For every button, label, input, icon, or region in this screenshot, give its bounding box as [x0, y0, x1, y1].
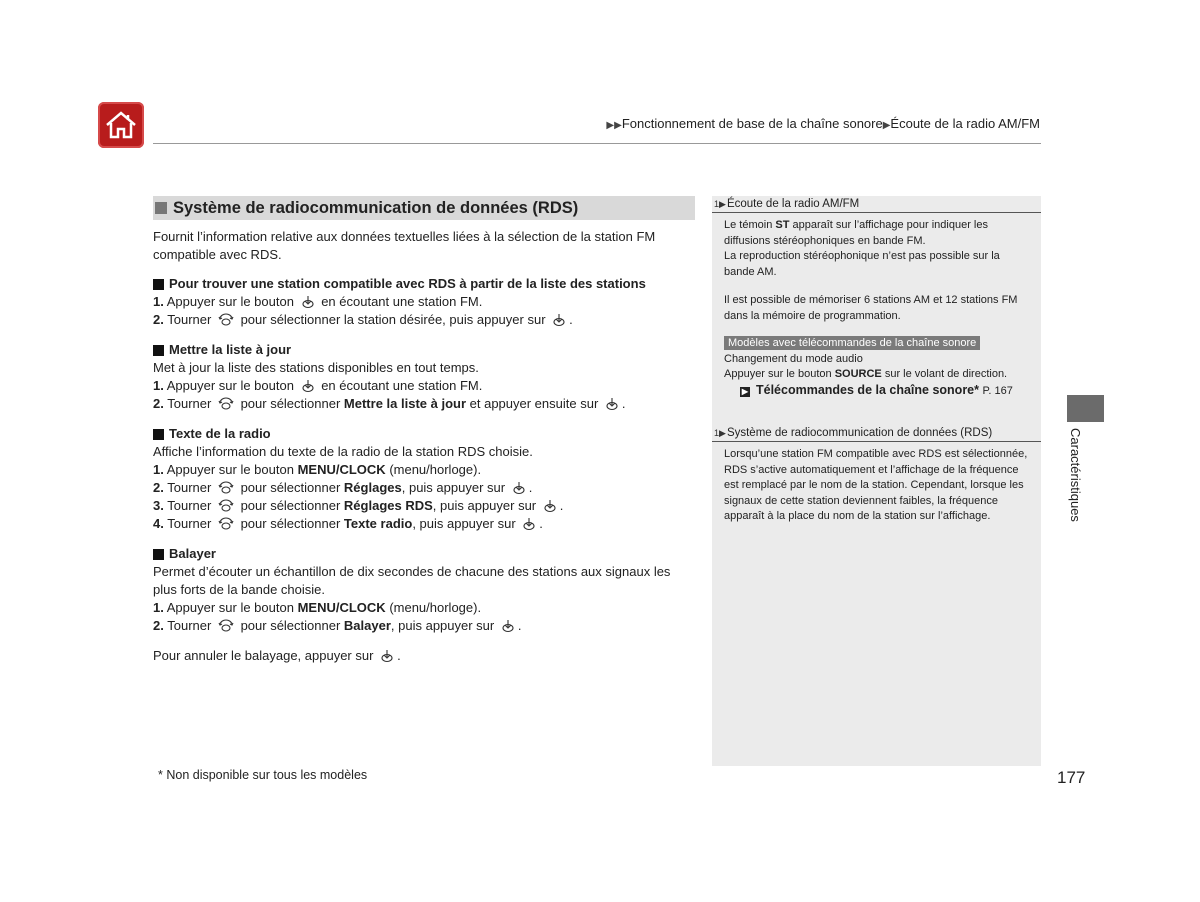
find-heading	[153, 275, 695, 293]
bullet-square-icon	[153, 345, 164, 356]
radiotext-step-4	[153, 515, 695, 533]
breadcrumb-arrow-icon: ▶	[882, 120, 891, 131]
step-bold-text: MENU/CLOCK	[297, 462, 386, 477]
step-text: pour sélectionner la station désirée, puis appuyer sur	[240, 312, 546, 327]
note-paragraph: Il est possible de mémoriser 6 stations AM et 12 stations FM dans la mémoire de programmation.	[724, 294, 1018, 322]
bullet-square-icon	[153, 429, 164, 440]
radiotext-heading-text: Texte de la radio	[169, 426, 271, 441]
step-bold-text: Texte radio	[343, 516, 413, 531]
scan-heading	[153, 545, 695, 563]
step-text: .	[569, 312, 573, 327]
scan-heading-text: Balayer	[169, 546, 216, 561]
step-text: Tourner	[167, 480, 212, 495]
knob-press-icon	[605, 397, 619, 411]
section-square-icon	[155, 202, 167, 214]
step-text: pour sélectionner	[240, 498, 341, 513]
step-text: Tourner	[167, 312, 212, 327]
step-text: et appuyer ensuite sur	[469, 396, 599, 411]
step-number: 2.	[153, 480, 164, 495]
step-number: 1.	[153, 294, 164, 309]
step-text: Appuyer sur le bouton	[166, 462, 294, 477]
radiotext-desc: Affiche l’information du texte de la radio de la station RDS choisie.	[153, 444, 533, 459]
step-text: pour sélectionner	[240, 396, 341, 411]
step-text: Tourner	[167, 498, 212, 513]
step-number: 2.	[153, 396, 164, 411]
step-bold-text: Réglages RDS	[343, 498, 433, 513]
note-title-rds	[712, 425, 1041, 442]
step-text: pour sélectionner	[240, 480, 341, 495]
update-step-2	[153, 395, 695, 413]
breadcrumb-arrow-icon: ▶▶	[606, 120, 622, 131]
step-text: .	[517, 618, 522, 633]
note-paragraph: La reproduction stéréophonique n’est pas possible sur la bande AM.	[724, 250, 1000, 278]
home-button[interactable]	[98, 102, 144, 148]
note-title-am-fm	[712, 196, 1041, 213]
cancel-scan-text	[153, 647, 695, 665]
step-text: Tourner	[167, 396, 212, 411]
step-text: Tourner	[167, 618, 212, 633]
chapter-tab[interactable]	[1067, 395, 1104, 422]
section-title-text: Système de radiocommunication de données (RDS)	[173, 199, 579, 217]
xref-page: P. 167	[982, 384, 1013, 397]
knob-press-icon	[301, 379, 315, 393]
step-number: 1.	[153, 600, 164, 615]
knob-press-icon	[552, 313, 566, 327]
radiotext-step-3	[153, 497, 695, 515]
breadcrumb-current[interactable]: Écoute de la radio AM/FM	[890, 116, 1040, 131]
model-tag: Modèles avec télécommandes de la chaîne sonore	[724, 336, 980, 350]
side-notes-panel	[712, 196, 1041, 766]
chapter-label: Caractéristiques	[1068, 428, 1083, 522]
note-paragraph: Lorsqu’une station FM compatible avec RDS est sélectionnée, RDS s’active automatiquement et l’affichage de la fréquence est remplacé par le nom de la station. Cependant, lorsque les signaux de cette station deviennent faibles, la fréquence apparaît à la place du nom de la station sur l’affichage.	[724, 448, 1028, 522]
step-text: pour sélectionner	[240, 618, 341, 633]
main-content	[153, 196, 695, 665]
find-step-2	[153, 311, 695, 329]
step-text: (menu/horloge).	[389, 462, 482, 477]
update-desc: Met à jour la liste des stations disponibles en tout temps.	[153, 360, 479, 375]
step-text: Appuyer sur le bouton	[166, 294, 294, 309]
step-number: 1.	[153, 462, 164, 477]
note-body-am-fm	[712, 213, 1041, 399]
note-paragraph: Appuyer sur le bouton SOURCE sur le volant de direction.	[724, 368, 1008, 380]
step-text: Appuyer sur le bouton	[166, 378, 294, 393]
step-number: 3.	[153, 498, 164, 513]
step-text: , puis appuyer sur	[401, 480, 506, 495]
step-text: .	[559, 498, 564, 513]
note-title-text: Écoute de la radio AM/FM	[726, 198, 860, 210]
scan-desc: Permet d’écouter un échantillon de dix secondes de chacune des stations aux signaux les plus forts de la bande choisie.	[153, 564, 671, 597]
model-tag-row	[724, 336, 1031, 352]
knob-press-icon	[522, 517, 536, 531]
knob-press-icon	[501, 619, 515, 633]
knob-rotate-icon	[218, 481, 234, 495]
knob-rotate-icon	[218, 397, 234, 411]
step-text: en écoutant une station FM.	[321, 294, 483, 309]
step-text: Pour annuler le balayage, appuyer sur	[153, 648, 374, 663]
knob-press-icon	[301, 295, 315, 309]
radiotext-step-2	[153, 479, 695, 497]
radiotext-heading	[153, 425, 695, 443]
scan-step-2	[153, 617, 695, 635]
find-heading-text: Pour trouver une station compatible avec RDS à partir de la liste des stations	[169, 276, 646, 291]
knob-press-icon	[543, 499, 557, 513]
intro-text: Fournit l’information relative aux données textuelles liées à la sélection de la station FM compatible avec RDS.	[153, 229, 656, 262]
step-text: (menu/horloge).	[389, 600, 482, 615]
step-number: 2.	[153, 618, 164, 633]
step-text: .	[621, 396, 626, 411]
scan-step-1	[153, 599, 695, 617]
step-bold-text: MENU/CLOCK	[297, 600, 386, 615]
step-number: 1.	[153, 378, 164, 393]
step-text: , puis appuyer sur	[432, 498, 537, 513]
radiotext-step-1	[153, 461, 695, 479]
knob-rotate-icon	[218, 499, 234, 513]
knob-rotate-icon	[218, 517, 234, 531]
update-heading-text: Mettre la liste à jour	[169, 342, 292, 357]
note-body-rds	[712, 442, 1041, 525]
note-title-text: Système de radiocommunication de données (RDS)	[726, 427, 993, 439]
step-text: .	[397, 648, 401, 663]
step-bold-text: Réglages	[343, 480, 402, 495]
breadcrumb	[606, 116, 1040, 131]
knob-rotate-icon	[218, 619, 234, 633]
bullet-square-icon	[153, 549, 164, 560]
step-bold-text: Balayer	[343, 618, 391, 633]
bullet-square-icon	[153, 279, 164, 290]
breadcrumb-parent[interactable]: Fonctionnement de base de la chaîne sonore	[621, 116, 883, 131]
note-marker-icon: 1▶	[714, 198, 726, 209]
step-text: pour sélectionner	[240, 516, 341, 531]
update-heading	[153, 341, 695, 359]
header-divider	[153, 143, 1041, 144]
footnote: * Non disponible sur tous les modèles	[158, 768, 368, 782]
note-marker-icon: 1▶	[714, 427, 726, 438]
knob-press-icon	[512, 481, 526, 495]
note-paragraph: Le témoin ST apparaît sur l’affichage pour indiquer les diffusions stéréophoniques en bande FM.	[724, 219, 988, 247]
step-bold-text: Mettre la liste à jour	[343, 396, 467, 411]
knob-press-icon	[380, 649, 394, 663]
knob-rotate-icon	[218, 313, 234, 327]
step-text: .	[528, 480, 533, 495]
step-number: 4.	[153, 516, 164, 531]
xref-link[interactable]: ▶ Télécommandes de la chaîne sonore* P. 167	[741, 382, 1013, 397]
section-title	[153, 196, 695, 220]
step-text: .	[539, 516, 543, 531]
xref-arrow-icon: ▶	[741, 386, 749, 396]
update-step-1	[153, 377, 695, 395]
find-step-1	[153, 293, 695, 311]
note-paragraph: Changement du mode audio	[724, 352, 863, 365]
page-number: 177	[1057, 768, 1086, 787]
home-icon	[104, 110, 138, 140]
step-text: Tourner	[167, 516, 212, 531]
step-text: , puis appuyer sur	[390, 618, 495, 633]
step-text: en écoutant une station FM.	[321, 378, 483, 393]
step-number: 2.	[153, 312, 164, 327]
step-text: Appuyer sur le bouton	[166, 600, 294, 615]
step-text: , puis appuyer sur	[412, 516, 516, 531]
